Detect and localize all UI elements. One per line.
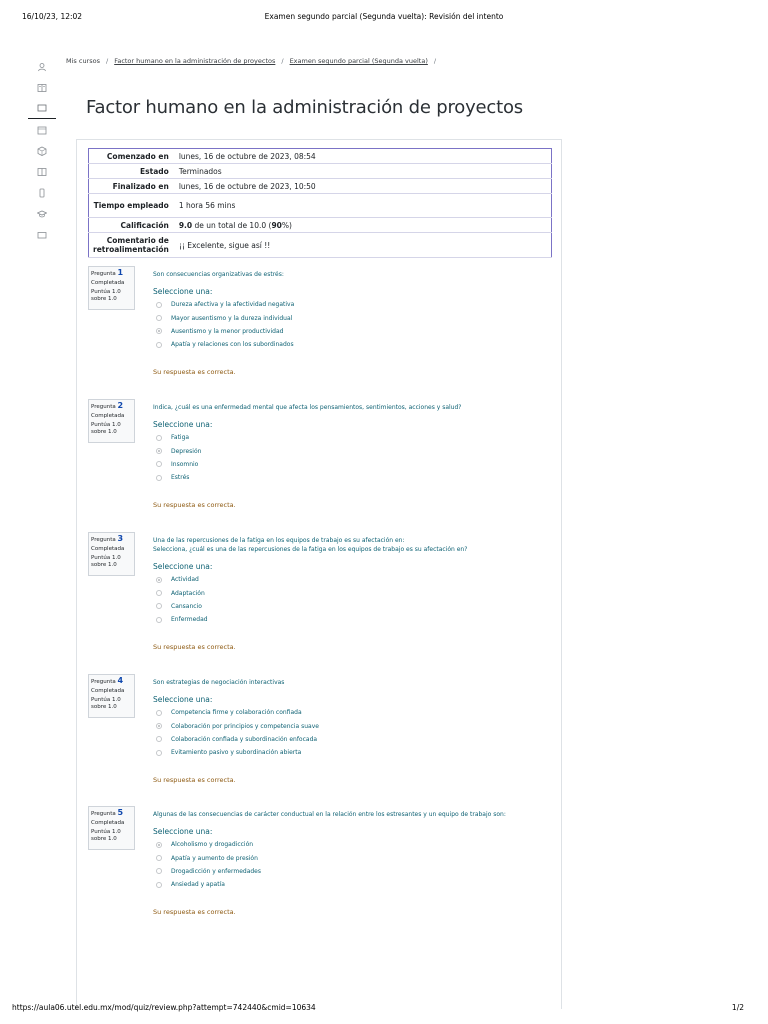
answer-option[interactable]: Apatía y aumento de presión — [153, 851, 553, 864]
print-header — [0, 10, 768, 22]
answer-feedback: Su respuesta es correcta. — [153, 907, 236, 916]
summary-row-feedback — [89, 233, 552, 258]
summary-label: Finalizado en — [112, 181, 169, 191]
radio-button[interactable] — [156, 603, 162, 609]
radio-button[interactable] — [156, 590, 162, 596]
print-title: Examen segundo parcial (Segunda vuelta): Revisión del intento — [264, 12, 504, 21]
question-number: Pregunta 1 — [91, 268, 124, 277]
question-content — [153, 266, 553, 376]
radio-button[interactable] — [156, 855, 162, 861]
grade-percent-suffix: %) — [281, 220, 292, 230]
radio-button[interactable] — [156, 882, 162, 888]
radio-button-selected[interactable] — [156, 448, 162, 454]
question-info — [88, 674, 135, 718]
radio-button[interactable] — [156, 750, 162, 756]
question-text: Una de las repercusiones de la fatiga en los equipos de trabajo es su afectación en: — [153, 537, 405, 544]
breadcrumb-separator: / — [105, 57, 109, 65]
book-open-icon[interactable] — [28, 161, 56, 182]
summary-value: Terminados — [178, 166, 222, 176]
summary-label: Calificación — [120, 220, 169, 230]
answer-prompt: Seleccione una: — [153, 420, 213, 429]
radio-button-selected[interactable] — [156, 723, 162, 729]
summary-row-finished — [89, 179, 552, 194]
radio-button[interactable] — [156, 710, 162, 716]
answer-feedback: Su respuesta es correcta. — [153, 642, 236, 651]
question-info — [88, 266, 135, 310]
question-number: Pregunta 4 — [91, 676, 124, 685]
print-footer — [0, 1003, 768, 1015]
radio-button[interactable] — [156, 617, 162, 623]
summary-row-grade — [89, 218, 552, 233]
mobile-icon[interactable] — [28, 182, 56, 203]
answer-feedback: Su respuesta es correcta. — [153, 500, 236, 509]
answer-option[interactable]: Fatiga — [153, 431, 553, 444]
question-state: Completada — [91, 413, 125, 419]
summary-row-time-taken — [89, 194, 552, 218]
breadcrumb-separator: / — [281, 57, 284, 65]
answer-prompt: Seleccione una: — [153, 695, 213, 704]
radio-button[interactable] — [156, 302, 162, 308]
breadcrumb — [66, 57, 442, 65]
breadcrumb-separator: / — [433, 57, 437, 65]
summary-value: lunes, 16 de octubre de 2023, 08:54 — [178, 151, 316, 161]
question-grade: Puntúa 1.0 sobre 1.0 — [91, 555, 121, 568]
summary-label: Comentario de retroalimentación — [93, 236, 169, 254]
answer-feedback: Su respuesta es correcta. — [153, 775, 236, 784]
summary-label: Estado — [140, 166, 169, 176]
question-content — [153, 806, 553, 916]
question-grade: Puntúa 1.0 sobre 1.0 — [91, 697, 121, 710]
answer-option[interactable]: Alcoholismo y drogadicción — [153, 838, 553, 851]
radio-button[interactable] — [156, 475, 162, 481]
radio-button[interactable] — [156, 315, 162, 321]
question-info — [88, 532, 135, 576]
grade-total: de un total de 10.0 ( — [192, 220, 272, 230]
question-state: Completada — [91, 820, 125, 826]
answer-option[interactable]: Actividad — [153, 573, 553, 586]
answer-option[interactable]: Insomnio — [153, 458, 553, 471]
folder-outline-icon[interactable] — [28, 224, 56, 245]
radio-button-selected[interactable] — [156, 577, 162, 583]
answer-option[interactable]: Adaptación — [153, 586, 553, 599]
question-text-secondary: Selecciona, ¿cuál es una de las repercusiones de la fatiga en los equipos de trabajo es su afectación en? — [153, 546, 468, 553]
question-text: Son consecuencias organizativas de estrés: — [153, 271, 284, 278]
attempt-summary-table — [88, 148, 552, 258]
answer-option[interactable]: Evitamiento pasivo y subordinación abierta — [153, 746, 553, 759]
print-url: https://aula06.utel.edu.mx/mod/quiz/review.php?attempt=742440&cmid=10634 — [12, 1003, 316, 1012]
radio-button[interactable] — [156, 868, 162, 874]
question-number: Pregunta 2 — [91, 401, 124, 410]
book-icon[interactable] — [28, 77, 56, 98]
summary-value: ¡¡ Excelente, sigue así !! — [178, 240, 271, 250]
breadcrumb-quiz-link[interactable]: Examen segundo parcial (Segunda vuelta) — [289, 57, 428, 65]
user-icon[interactable] — [28, 56, 56, 77]
calendar-icon[interactable] — [28, 119, 56, 140]
answer-option[interactable]: Drogadicción y enfermedades — [153, 865, 553, 878]
answer-prompt: Seleccione una: — [153, 562, 213, 571]
answer-option[interactable]: Colaboración confiada y subordinación enfocada — [153, 733, 553, 746]
question-number: Pregunta 3 — [91, 534, 124, 543]
question-state: Completada — [91, 688, 125, 694]
summary-value: 1 hora 56 mins — [178, 201, 236, 210]
answer-option[interactable]: Apatía y relaciones con los subordinados — [153, 338, 553, 351]
question-info — [88, 806, 135, 850]
radio-button-selected[interactable] — [156, 328, 162, 334]
radio-button[interactable] — [156, 342, 162, 348]
answer-option[interactable]: Mayor ausentismo y la dureza individual — [153, 311, 553, 324]
box-icon[interactable] — [28, 140, 56, 161]
summary-label: Tiempo empleado — [93, 201, 169, 210]
print-date: 16/10/23, 12:02 — [22, 12, 83, 21]
radio-button[interactable] — [156, 736, 162, 742]
question-grade: Puntúa 1.0 sobre 1.0 — [91, 422, 121, 435]
grade-percent: 90 — [271, 220, 282, 230]
print-page-number: 1/2 — [731, 1003, 744, 1012]
question-info — [88, 399, 135, 443]
answer-option[interactable]: Depresión — [153, 444, 553, 457]
answer-option[interactable]: Ausentismo y la menor productividad — [153, 325, 553, 338]
summary-row-started — [89, 149, 552, 164]
breadcrumb-course-link[interactable]: Factor humano en la administración de proyectos — [114, 57, 276, 65]
question-text: Algunas de las consecuencias de carácter conductual en la relación entre los estresantes y un equipo de trabajo son: — [153, 811, 506, 818]
answer-option[interactable]: Competencia firme y colaboración confiada — [153, 706, 553, 719]
answer-prompt: Seleccione una: — [153, 827, 213, 836]
question-text: Son estrategias de negociación interactivas — [153, 679, 285, 686]
question-content — [153, 532, 553, 651]
answer-option[interactable]: Estrés — [153, 471, 553, 484]
sidebar — [28, 56, 56, 245]
grade-score: 9.0 — [178, 220, 193, 230]
breadcrumb-home-link[interactable]: Mis cursos — [66, 57, 100, 65]
question-number: Pregunta 5 — [91, 808, 124, 817]
answer-option[interactable]: Cansancio — [153, 600, 553, 613]
answer-option[interactable]: Ansiedad y apatía — [153, 878, 553, 891]
graduation-cap-icon[interactable] — [28, 203, 56, 224]
radio-button[interactable] — [156, 435, 162, 441]
radio-button[interactable] — [156, 461, 162, 467]
radio-button-selected[interactable] — [156, 842, 162, 848]
answer-prompt: Seleccione una: — [153, 287, 213, 296]
summary-value — [175, 218, 552, 233]
question-text: Indica, ¿cuál es una enfermedad mental que afecta los pensamientos, sentimientos, acciones y salud? — [153, 404, 462, 411]
summary-row-state — [89, 164, 552, 179]
answer-option[interactable]: Enfermedad — [153, 613, 553, 626]
question-content — [153, 399, 553, 509]
question-content — [153, 674, 553, 784]
question-state: Completada — [91, 546, 125, 552]
answer-option[interactable]: Dureza afectiva y la afectividad negativa — [153, 298, 553, 311]
folder-icon[interactable] — [28, 98, 56, 119]
summary-label: Comenzado en — [106, 151, 169, 161]
page-title: Factor humano en la administración de proyectos — [86, 97, 523, 118]
question-grade: Puntúa 1.0 sobre 1.0 — [91, 829, 121, 842]
question-grade: Puntúa 1.0 sobre 1.0 — [91, 289, 121, 302]
summary-value: lunes, 16 de octubre de 2023, 10:50 — [178, 181, 316, 191]
answer-option[interactable]: Colaboración por principios y competencia suave — [153, 719, 553, 732]
question-state: Completada — [91, 280, 125, 286]
answer-feedback: Su respuesta es correcta. — [153, 367, 236, 376]
